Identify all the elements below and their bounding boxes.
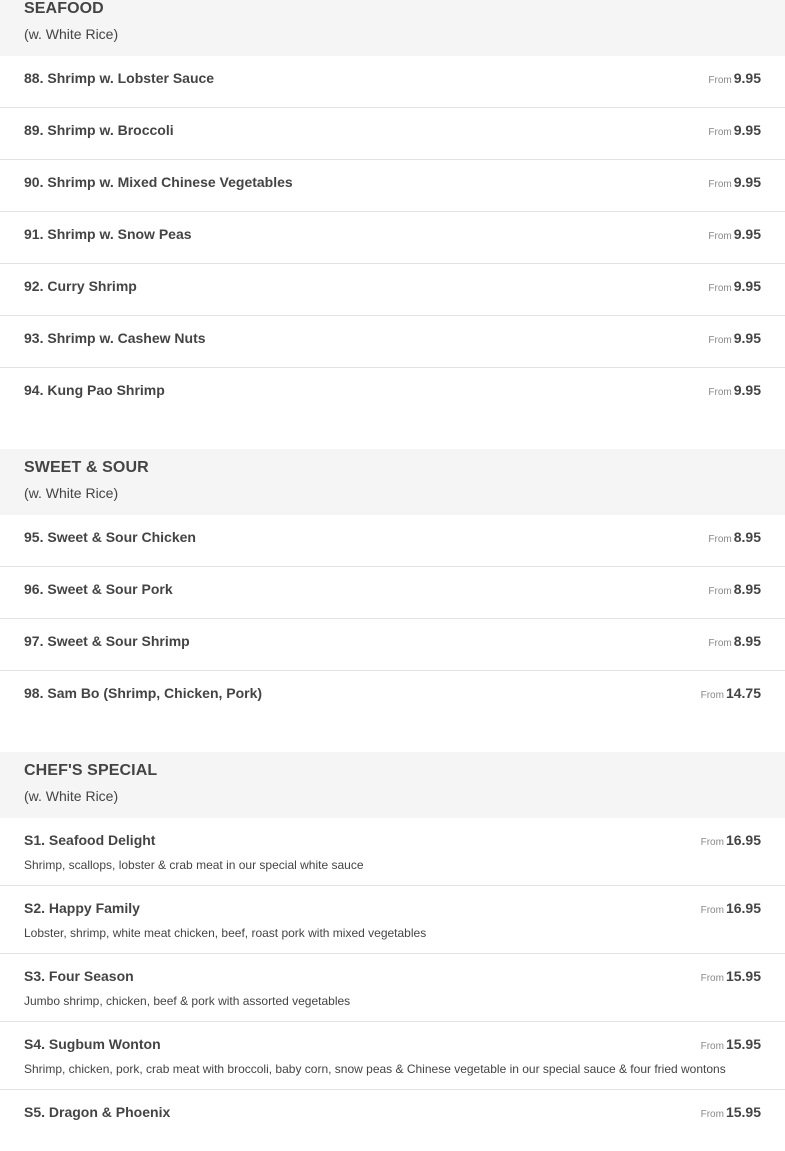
- price-from-label: From: [708, 335, 732, 346]
- price-from-label: From: [700, 973, 724, 984]
- price-from-label: From: [708, 534, 732, 545]
- price-from-label: From: [708, 127, 732, 138]
- menu-item-name: 89. Shrimp w. Broccoli: [24, 122, 174, 138]
- section-subtitle: (w. White Rice): [24, 26, 119, 42]
- menu-item-description: Jumbo shrimp, chicken, beef & pork with assorted vegetables: [24, 994, 351, 1008]
- menu-item[interactable]: [0, 886, 785, 954]
- menu-item-name: 96. Sweet & Sour Pork: [24, 581, 173, 597]
- price-amount: 15.95: [725, 968, 761, 984]
- price-amount: 15.95: [725, 1036, 761, 1052]
- menu-item-price: [708, 330, 761, 349]
- price-amount: 9.95: [733, 382, 761, 398]
- menu-item-name: 94. Kung Pao Shrimp: [24, 382, 165, 398]
- menu-item-name: S2. Happy Family: [24, 900, 140, 916]
- menu-item[interactable]: [0, 515, 785, 567]
- price-amount: 8.95: [733, 633, 761, 649]
- menu-item[interactable]: [0, 212, 785, 264]
- section-subtitle: (w. White Rice): [24, 485, 119, 501]
- section-title: CHEF'S SPECIAL: [24, 762, 158, 779]
- menu-item[interactable]: [0, 160, 785, 212]
- menu-item-name: 97. Sweet & Sour Shrimp: [24, 633, 190, 649]
- menu-item-price: [701, 1036, 761, 1055]
- menu-item-description: Shrimp, scallops, lobster & crab meat in our special white sauce: [24, 858, 364, 872]
- menu-item[interactable]: [0, 619, 785, 671]
- menu-item-description: Lobster, shrimp, white meat chicken, beef, roast pork with mixed vegetables: [24, 926, 427, 940]
- menu-item-name: 93. Shrimp w. Cashew Nuts: [24, 330, 206, 346]
- menu-item[interactable]: [0, 316, 785, 368]
- menu-item-price: [708, 70, 761, 89]
- menu-item-description: Shrimp, chicken, pork, crab meat with broccoli, baby corn, snow peas & Chinese vegetable in our special sauce & four fried wontons: [24, 1062, 726, 1076]
- price-amount: 16.95: [725, 832, 761, 848]
- menu-item-name: 91. Shrimp w. Snow Peas: [24, 226, 192, 242]
- price-amount: 16.95: [725, 900, 761, 916]
- menu-section-chef-s-special: [0, 752, 785, 1141]
- menu-item-name: 92. Curry Shrimp: [24, 278, 137, 294]
- menu-item-price: [701, 968, 761, 987]
- section-header: [0, 449, 785, 515]
- menu-item[interactable]: [0, 1090, 785, 1141]
- price-from-label: From: [708, 387, 732, 398]
- menu-item-name: 90. Shrimp w. Mixed Chinese Vegetables: [24, 174, 293, 190]
- menu-item-name: 98. Sam Bo (Shrimp, Chicken, Pork): [24, 685, 263, 701]
- menu-item-price: [708, 382, 761, 401]
- price-amount: 14.75: [725, 685, 761, 701]
- menu-item-price: [708, 122, 761, 141]
- menu-item[interactable]: [0, 671, 785, 722]
- section-title: SEAFOOD: [24, 0, 104, 17]
- menu-item[interactable]: [0, 368, 785, 419]
- menu-item-price: [708, 633, 761, 652]
- price-amount: 8.95: [733, 581, 761, 597]
- price-from-label: From: [700, 1109, 724, 1120]
- menu-item-name: 88. Shrimp w. Lobster Sauce: [24, 70, 215, 86]
- price-from-label: From: [700, 837, 724, 848]
- price-amount: 8.95: [733, 529, 761, 545]
- price-amount: 9.95: [733, 278, 761, 294]
- price-amount: 15.95: [725, 1104, 761, 1120]
- price-from-label: From: [708, 75, 732, 86]
- menu-item-price: [708, 174, 761, 193]
- price-from-label: From: [700, 905, 724, 916]
- menu-section-seafood: [0, 0, 785, 449]
- price-from-label: From: [700, 690, 724, 701]
- section-subtitle: (w. White Rice): [24, 788, 119, 804]
- menu-item-price: [701, 900, 761, 919]
- price-from-label: From: [708, 586, 732, 597]
- menu-item-price: [701, 1104, 761, 1123]
- menu-item-price: [708, 529, 761, 548]
- section-title: SWEET & SOUR: [24, 459, 149, 476]
- menu-item-name: S3. Four Season: [24, 968, 134, 984]
- menu-item[interactable]: [0, 818, 785, 886]
- menu-item-name: S1. Seafood Delight: [24, 832, 156, 848]
- menu-item-price: [701, 685, 761, 704]
- menu-item[interactable]: [0, 954, 785, 1022]
- menu-item-name: 95. Sweet & Sour Chicken: [24, 529, 196, 545]
- menu-item[interactable]: [0, 264, 785, 316]
- menu-item-price: [701, 832, 761, 851]
- menu-item-price: [708, 581, 761, 600]
- price-from-label: From: [708, 283, 732, 294]
- menu-item-name: S5. Dragon & Phoenix: [24, 1104, 171, 1120]
- menu-section-sweet-sour: [0, 449, 785, 752]
- price-amount: 9.95: [733, 122, 761, 138]
- section-header: [0, 752, 785, 818]
- menu-item-price: [708, 226, 761, 245]
- section-header: [0, 0, 785, 56]
- price-amount: 9.95: [733, 226, 761, 242]
- price-amount: 9.95: [733, 70, 761, 86]
- menu-item[interactable]: [0, 1022, 785, 1090]
- price-from-label: From: [708, 231, 732, 242]
- price-from-label: From: [700, 1041, 724, 1052]
- menu-item[interactable]: [0, 567, 785, 619]
- price-amount: 9.95: [733, 174, 761, 190]
- price-from-label: From: [708, 179, 732, 190]
- menu-item[interactable]: [0, 108, 785, 160]
- price-from-label: From: [708, 638, 732, 649]
- menu-item-name: S4. Sugbum Wonton: [24, 1036, 161, 1052]
- menu-item-price: [708, 278, 761, 297]
- menu-item[interactable]: [0, 56, 785, 108]
- price-amount: 9.95: [733, 330, 761, 346]
